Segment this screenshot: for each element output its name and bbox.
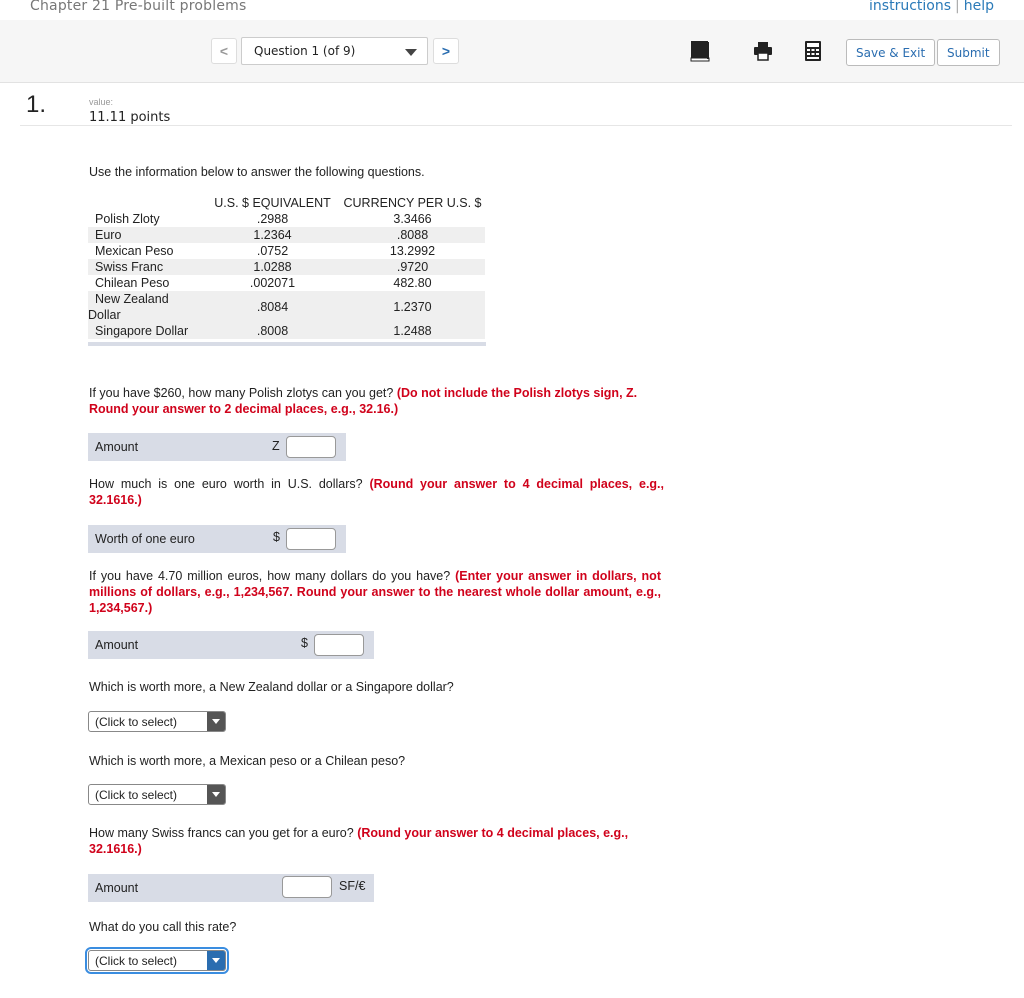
part-3-answer-row <box>88 631 374 659</box>
usd-equivalent: .8008 <box>205 323 340 339</box>
part-2-answer-row <box>88 525 346 553</box>
currency-per-usd: .9720 <box>340 259 485 275</box>
table-row <box>88 243 485 259</box>
currency-name-line1: New Zealand <box>95 292 169 306</box>
peso-comparison-select[interactable] <box>88 784 226 805</box>
book-icon[interactable] <box>690 40 710 67</box>
currency-per-usd: 1.2488 <box>340 323 485 339</box>
part-6-instruction: (Round your answer to 4 decimal places, e.g., 32.1616.) <box>89 826 629 856</box>
table-row <box>88 323 485 339</box>
value-label: value: <box>89 97 114 107</box>
currency-name <box>88 291 205 323</box>
currency-per-usd: .8088 <box>340 227 485 243</box>
part-6-question: How many Swiss francs can you get for a euro? <box>89 826 354 840</box>
instructions-link[interactable]: instructions <box>869 0 952 14</box>
top-header <box>0 0 1024 20</box>
dollar-sign: $ <box>273 530 280 544</box>
top-links <box>869 0 994 14</box>
table-row <box>88 211 485 227</box>
euro-worth-input[interactable] <box>286 528 336 550</box>
table-row <box>88 275 485 291</box>
part-1-instruction: (Do not include the Polish zlotys sign, Z. Round your answer to 2 decimal places, e.g., 32.16.) <box>89 386 638 416</box>
part-7-prompt: What do you call this rate? <box>89 920 237 934</box>
question-selector-label: Question 1 (of 9) <box>254 44 356 58</box>
currency-name: Swiss Franc <box>88 259 205 275</box>
part-3-answer-label: Amount <box>95 638 139 652</box>
currency-name: Euro <box>88 227 205 243</box>
usd-equivalent: 1.0288 <box>205 259 340 275</box>
question-points: 11.11 points <box>89 110 171 125</box>
select-value: (Click to select) <box>95 788 178 802</box>
currency-name: Mexican Peso <box>95 244 174 258</box>
save-exit-button[interactable]: Save & Exit <box>846 39 935 66</box>
chevron-down-icon <box>207 712 225 731</box>
print-icon[interactable] <box>753 40 773 67</box>
table-header-currency <box>88 195 205 211</box>
table-bottom-rule <box>88 342 486 346</box>
select-value: (Click to select) <box>95 954 178 968</box>
part-2-question: How much is one euro worth in U.S. dollars? <box>89 477 363 491</box>
part-1-answer-row <box>88 433 346 461</box>
currency-per-usd: 3.3466 <box>393 212 432 226</box>
swiss-franc-amount-input[interactable] <box>282 876 332 898</box>
chevron-down-icon <box>207 785 225 804</box>
previous-question-button[interactable]: < <box>211 38 237 64</box>
currency-per-usd: 13.2992 <box>389 244 436 258</box>
question-intro: Use the information below to answer the following questions. <box>89 165 425 179</box>
part-6-prompt <box>89 825 664 857</box>
currency-name: Singapore Dollar <box>88 323 205 339</box>
table-header-row <box>88 195 485 211</box>
table-header-currency-per-usd: CURRENCY PER U.S. $ <box>343 196 482 210</box>
chevron-down-icon <box>207 951 225 970</box>
part-6-answer-label: Amount <box>95 881 139 895</box>
usd-equivalent: 1.2364 <box>205 227 340 243</box>
currency-name: Polish Zloty <box>95 212 160 226</box>
divider <box>20 125 1012 126</box>
chevron-down-icon <box>405 49 417 56</box>
help-link[interactable]: help <box>963 0 994 14</box>
next-question-button[interactable]: > <box>433 38 459 64</box>
usd-equivalent: .0752 <box>256 244 289 258</box>
part-1-question: If you have $260, how many Polish zlotys can you get? <box>89 386 394 400</box>
part-3-prompt <box>89 568 661 616</box>
currency-per-usd: 482.80 <box>393 276 432 290</box>
table-row <box>88 227 485 243</box>
question-selector[interactable] <box>241 37 428 65</box>
nz-vs-singapore-select[interactable] <box>88 711 226 732</box>
dollar-amount-input[interactable] <box>314 634 364 656</box>
zloty-amount-input[interactable] <box>286 436 336 458</box>
sf-per-euro-unit: SF/€ <box>339 879 366 893</box>
part-3-instruction: (Enter your answer in dollars, not millions of dollars, e.g., 1,234,567. Round your answer to the nearest whole dollar amount, e.g., 1,234,567.) <box>89 569 661 615</box>
submit-button[interactable]: Submit <box>937 39 1000 66</box>
table-header-usd-equivalent: U.S. $ EQUIVALENT <box>214 196 331 210</box>
part-2-prompt <box>89 476 664 508</box>
dollar-sign: $ <box>301 636 308 650</box>
rate-name-select[interactable] <box>88 950 226 971</box>
calculator-icon[interactable] <box>804 40 822 67</box>
usd-equivalent: .002071 <box>249 276 296 290</box>
currency-per-usd: 1.2370 <box>340 291 485 323</box>
part-3-question: If you have 4.70 million euros, how many dollars do you have? <box>89 569 451 583</box>
part-2-instruction: (Round your answer to 4 decimal places, e.g., 32.1616.) <box>89 477 665 507</box>
currency-name: Chilean Peso <box>95 276 170 290</box>
zloty-sign: Z <box>272 439 280 453</box>
table-row <box>88 259 485 275</box>
link-separator: | <box>955 0 960 14</box>
exchange-rate-table <box>88 195 485 339</box>
select-value: (Click to select) <box>95 715 178 729</box>
part-6-answer-row <box>88 874 374 902</box>
part-1-answer-label: Amount <box>95 440 139 454</box>
part-5-prompt: Which is worth more, a Mexican peso or a Chilean peso? <box>89 754 406 768</box>
usd-equivalent: .8084 <box>205 291 340 323</box>
usd-equivalent: .2988 <box>256 212 289 226</box>
part-4-prompt: Which is worth more, a New Zealand dollar or a Singapore dollar? <box>89 680 454 694</box>
table-row <box>88 291 485 323</box>
part-1-prompt <box>89 385 664 417</box>
question-toolbar <box>0 20 1024 83</box>
question-number: 1. <box>26 91 47 118</box>
part-2-answer-label: Worth of one euro <box>95 532 195 546</box>
chapter-title: Chapter 21 Pre-built problems <box>30 0 247 14</box>
currency-name-line2: Dollar <box>88 308 121 322</box>
